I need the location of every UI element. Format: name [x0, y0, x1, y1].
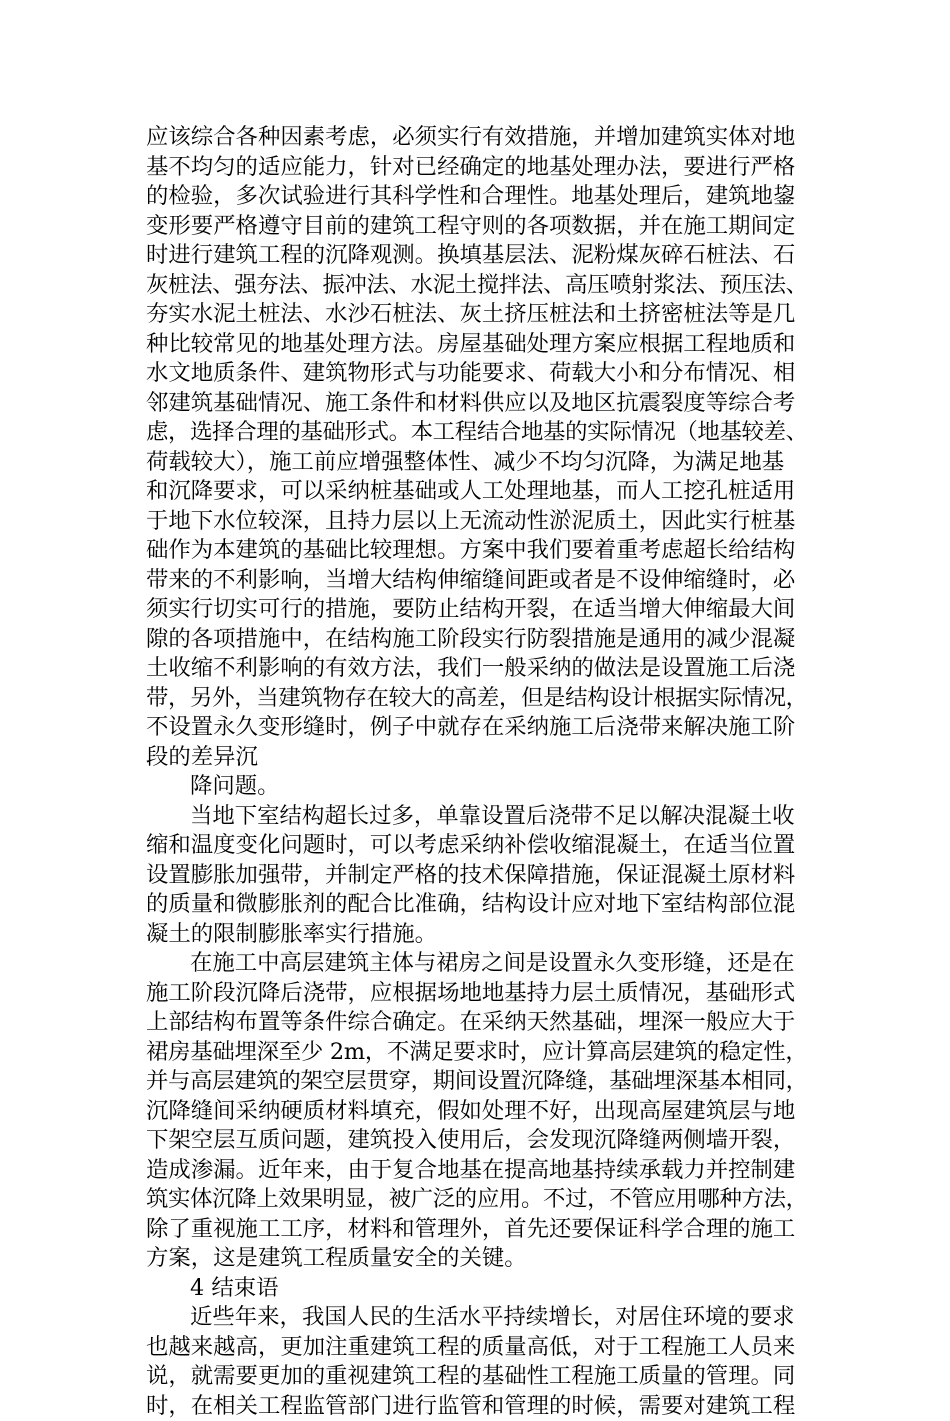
paragraph	[146, 949, 806, 1274]
paragraph	[146, 1274, 806, 1304]
text-line: 虑，选择合理的基础形式。本工程结合地基的实际情况（地基较差、	[146, 418, 806, 448]
text-line: 也越来越高，更加注重建筑工程的质量高低，对于工程施工人员来	[146, 1333, 806, 1363]
text-line: 并与高层建筑的架空层贯穿，期间设置沉降缝，基础埋深基本相同，	[146, 1067, 806, 1097]
text-line: 施工阶段沉降后浇带，应根据场地地基持力层土质情况，基础形式	[146, 979, 806, 1009]
text-line: 凝土的限制膨胀率实行措施。	[146, 920, 806, 950]
text-line: 带来的不利影响，当增大结构伸缩缝间距或者是不设伸缩缝时，必	[146, 566, 806, 596]
text-line: 裙房基础埋深至少 2m，不满足要求时，应计算高层建筑的稳定性，	[146, 1038, 806, 1068]
text-line: 荷载较大），施工前应增强整体性、减少不均匀沉降，为满足地基	[146, 448, 806, 478]
text-line: 缩和温度变化问题时，可以考虑采纳补偿收缩混凝土，在适当位置	[146, 831, 806, 861]
text-line: 变形要严格遵守目前的建筑工程守则的各项数据，并在施工期间定	[146, 212, 806, 242]
text-line: 沉降缝间采纳硬质材料填充，假如处理不好，出现高屋建筑层与地	[146, 1097, 806, 1127]
text-line: 除了重视施工工序，材料和管理外，首先还要保证科学合理的施工	[146, 1215, 806, 1245]
paragraph	[146, 123, 806, 772]
text-line: 近些年来，我国人民的生活水平持续增长，对居住环境的要求	[146, 1303, 806, 1333]
text-line: 的质量和微膨胀剂的配合比准确，结构设计应对地下室结构部位混	[146, 890, 806, 920]
paragraph	[146, 1303, 806, 1421]
text-line: 上部结构布置等条件综合确定。在采纳天然基础，埋深一般应大于	[146, 1008, 806, 1038]
text-line: 和沉降要求，可以采纳桩基础或人工处理地基，而人工挖孔桩适用	[146, 477, 806, 507]
text-line: 水文地质条件、建筑物形式与功能要求、荷载大小和分布情况、相	[146, 359, 806, 389]
text-line: 种比较常见的地基处理方法。房屋基础处理方案应根据工程地质和	[146, 330, 806, 360]
text-line: 说，就需要更加的重视建筑工程的基础性工程施工质量的管理。同	[146, 1362, 806, 1392]
text-line: 灰桩法、强夯法、振冲法、水泥土搅拌法、高压喷射浆法、预压法、	[146, 271, 806, 301]
text-line: 的检验，多次试验进行其科学性和合理性。地基处理后，建筑地鋆	[146, 182, 806, 212]
text-line: 造成渗漏。近年来，由于复合地基在提高地基持续承载力并控制建	[146, 1156, 806, 1186]
text-line: 邻建筑基础情况、施工条件和材料供应以及地区抗震裂度等综合考	[146, 389, 806, 419]
text-line: 筑实体沉降上效果明显，被广泛的应用。不过，不管应用哪种方法，	[146, 1185, 806, 1215]
text-line: 土收缩不利影响的有效方法，我们一般采纳的做法是设置施工后浇	[146, 654, 806, 684]
text-line: 在施工中高层建筑主体与裙房之间是设置永久变形缝，还是在	[146, 949, 806, 979]
text-line: 设置膨胀加强带，并制定严格的技术保障措施，保证混凝土原材料	[146, 861, 806, 891]
text-line: 下架空层互质问题，建筑投入使用后，会发现沉降缝两侧墙开裂，	[146, 1126, 806, 1156]
text-line: 降问题。	[146, 772, 806, 802]
text-line: 隙的各项措施中，在结构施工阶段实行防裂措施是通用的减少混凝	[146, 625, 806, 655]
text-line: 于地下水位较深，且持力层以上无流动性淤泥质土，因此实行桩基	[146, 507, 806, 537]
text-line: 时进行建筑工程的沉降观测。换填基层法、泥粉煤灰碎石桩法、石	[146, 241, 806, 271]
text-line: 应该综合各种因素考虑，必须实行有效措施，并增加建筑实体对地	[146, 123, 806, 153]
text-line: 础作为本建筑的基础比较理想。方案中我们要着重考虑超长给结构	[146, 536, 806, 566]
text-line: 带，另外，当建筑物存在较大的高差，但是结构设计根据实际情况，	[146, 684, 806, 714]
text-line: 不设置永久变形缝时，例子中就存在采纳施工后浇带来解决施工阶	[146, 713, 806, 743]
text-line: 4 结束语	[146, 1274, 806, 1304]
text-line: 段的差异沉	[146, 743, 806, 773]
text-line: 基不均匀的适应能力，针对已经确定的地基处理办法，要进行严格	[146, 153, 806, 183]
text-line: 当地下室结构超长过多，单靠设置后浇带不足以解决混凝土收	[146, 802, 806, 832]
text-line: 须实行切实可行的措施，要防止结构开裂，在适当增大伸缩最大间	[146, 595, 806, 625]
text-line: 时，在相关工程监管部门进行监管和管理的时候，需要对建筑工程	[146, 1392, 806, 1421]
document-body	[146, 123, 806, 1421]
text-line: 方案，这是建筑工程质量安全的关键。	[146, 1244, 806, 1274]
text-line: 夯实水泥土桩法、水沙石桩法、灰土挤压桩法和土挤密桩法等是几	[146, 300, 806, 330]
paragraph	[146, 802, 806, 950]
paragraph	[146, 772, 806, 802]
